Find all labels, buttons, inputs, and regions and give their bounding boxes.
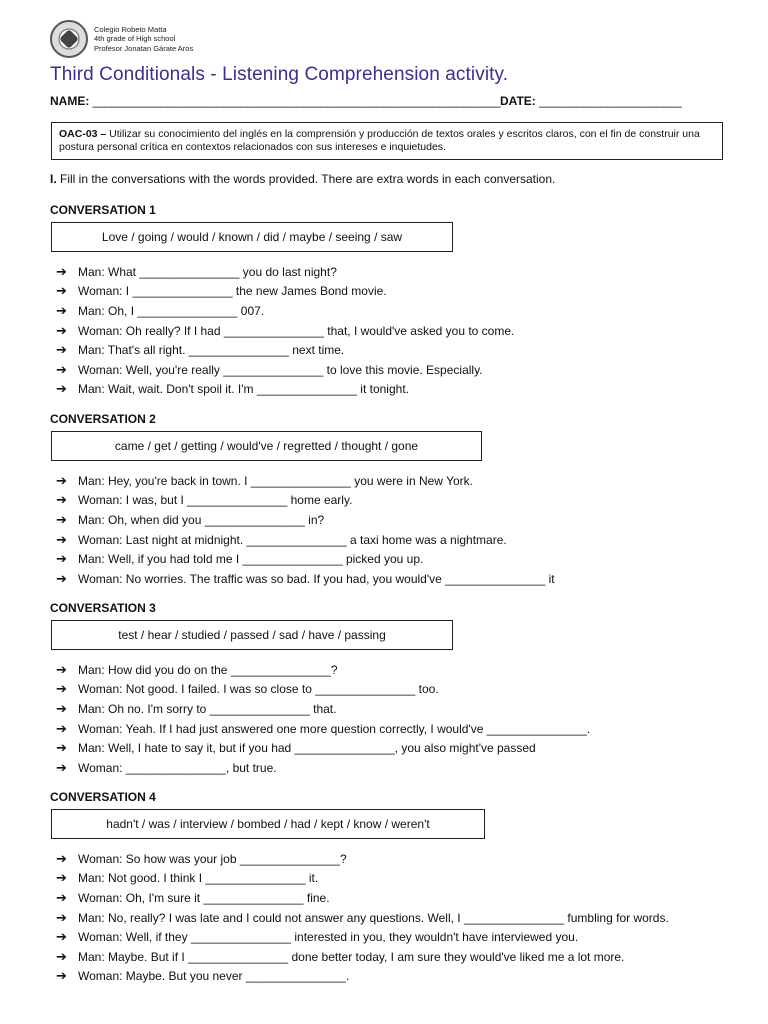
dialogue-line: ➔ Man: Wait, wait. Don't spoil it. I'm _______________ it tonight. <box>56 381 409 397</box>
arrow-icon: ➔ <box>56 381 67 397</box>
dialogue-line: ➔ Man: How did you do on the _______________? <box>56 661 338 677</box>
date-blank: _______________________ <box>539 94 682 108</box>
arrow-icon: ➔ <box>56 551 67 567</box>
dialogue-line: ➔ Man: What _______________ you do last night? <box>56 263 337 279</box>
instruction-text: Fill in the conversations with the words provided. There are extra words in each conversation. <box>56 172 556 186</box>
arrow-icon: ➔ <box>56 909 67 925</box>
instruction <box>50 172 555 186</box>
arrow-icon: ➔ <box>56 661 67 677</box>
arrow-icon: ➔ <box>56 263 67 279</box>
dialogue-line: ➔ Man: Oh, I _______________ 007. <box>56 302 265 318</box>
conversation-1-word-bank: Love / going / would / known / did / maybe / seeing / saw <box>51 222 453 252</box>
name-blank: __________________________________________________________________ <box>92 94 501 108</box>
dialogue-line: ➔ Woman: Not good. I failed. I was so close to _______________ too. <box>56 681 439 697</box>
arrow-icon: ➔ <box>56 870 67 886</box>
teacher-name: Profesor Jonatan Gárate Aros <box>94 43 194 53</box>
dialogue-line: ➔ Woman: Maybe. But you never _______________. <box>56 968 350 984</box>
arrow-icon: ➔ <box>56 570 67 586</box>
conversation-1-title: CONVERSATION 1 <box>50 203 156 217</box>
dialogue-line: ➔ Man: Hey, you're back in town. I _______________ you were in New York. <box>56 472 473 488</box>
dialogue-line: ➔ Woman: So how was your job _______________? <box>56 850 347 866</box>
arrow-icon: ➔ <box>56 850 67 866</box>
dialogue-line: ➔ Woman: Oh really? If I had _______________ that, I would've asked you to come. <box>56 322 515 338</box>
arrow-icon: ➔ <box>56 531 67 547</box>
conversation-2-lines <box>56 471 555 589</box>
oac-code: OAC-03 – <box>59 128 107 140</box>
arrow-icon: ➔ <box>56 361 67 377</box>
dialogue-line: ➔ Man: Oh no. I'm sorry to _______________ that. <box>56 700 337 716</box>
arrow-icon: ➔ <box>56 283 67 299</box>
page-title: Third Conditionals - Listening Comprehension activity. <box>50 64 509 85</box>
dialogue-line: ➔ Woman: Yeah. If I had just answered one more question correctly, I would've _______________. <box>56 720 591 736</box>
arrow-icon: ➔ <box>56 681 67 697</box>
instruction-number: I. <box>50 172 57 186</box>
name-date-bar <box>50 94 730 108</box>
conversation-2-word-bank: came / get / getting / would've / regretted / thought / gone <box>51 431 482 461</box>
school-info <box>94 25 193 54</box>
conversation-2-title: CONVERSATION 2 <box>50 412 156 426</box>
dialogue-line: ➔ Woman: No worries. The traffic was so bad. If you had, you would've _______________ it <box>56 570 555 586</box>
arrow-icon: ➔ <box>56 472 67 488</box>
arrow-icon: ➔ <box>56 322 67 338</box>
conversation-1-lines <box>56 262 514 399</box>
dialogue-line: ➔ Man: That's all right. _______________ next time. <box>56 342 345 358</box>
dialogue-line: ➔ Woman: _______________, but true. <box>56 759 277 775</box>
dialogue-line: ➔ Man: Not good. I think I _______________ it. <box>56 870 319 886</box>
dialogue-line: ➔ Man: Oh, when did you _______________ in? <box>56 511 325 527</box>
arrow-icon: ➔ <box>56 700 67 716</box>
arrow-icon: ➔ <box>56 492 67 508</box>
dialogue-line: ➔ Woman: Well, you're really _______________ to love this movie. Especially. <box>56 361 483 377</box>
date-label: DATE: <box>500 94 536 108</box>
arrow-icon: ➔ <box>56 759 67 775</box>
dialogue-line: ➔ Woman: Oh, I'm sure it _______________ fine. <box>56 889 330 905</box>
conversation-3-lines <box>56 660 590 778</box>
school-name: Colegio Robeto Matta <box>94 24 167 34</box>
arrow-icon: ➔ <box>56 302 67 318</box>
oac-objective-box <box>51 122 723 160</box>
arrow-icon: ➔ <box>56 968 67 984</box>
date-group <box>500 94 681 108</box>
school-grade: 4th grade of High school <box>94 34 176 44</box>
arrow-icon: ➔ <box>56 342 67 358</box>
arrow-icon: ➔ <box>56 720 67 736</box>
conversation-4-lines <box>56 849 669 986</box>
arrow-icon: ➔ <box>56 740 67 756</box>
conversation-4-word-bank: hadn't / was / interview / bombed / had / kept / know / weren't <box>51 809 485 839</box>
dialogue-line: ➔ Man: Maybe. But if I _______________ done better today, I am sure they would've liked me a lot more. <box>56 948 625 964</box>
dialogue-line: ➔ Woman: I was, but I _______________ home early. <box>56 492 353 508</box>
dialogue-line: ➔ Man: Well, I hate to say it, but if you had _______________, you also might've passed <box>56 740 536 756</box>
name-label: NAME: <box>50 94 90 108</box>
arrow-icon: ➔ <box>56 511 67 527</box>
dialogue-line: ➔ Woman: Last night at midnight. _______________ a taxi home was a nightmare. <box>56 531 507 547</box>
arrow-icon: ➔ <box>56 929 67 945</box>
conversation-3-word-bank: test / hear / studied / passed / sad / have / passing <box>51 620 453 650</box>
conversation-4-title: CONVERSATION 4 <box>50 790 156 804</box>
arrow-icon: ➔ <box>56 889 67 905</box>
dialogue-line: ➔ Woman: Well, if they _______________ interested in you, they wouldn't have interviewed you. <box>56 929 579 945</box>
arrow-icon: ➔ <box>56 948 67 964</box>
dialogue-line: ➔ Man: No, really? I was late and I could not answer any questions. Well, I _______________ fumbling for words. <box>56 909 669 925</box>
school-crest-icon <box>50 20 88 58</box>
oac-text: Utilizar su conocimiento del inglés en la comprensión y producción de textos orales y escritos claros, con el fin de construir una postura personal crítica en contextos relacionados con sus intereses e inquietudes. <box>59 128 700 153</box>
dialogue-line: ➔ Man: Well, if you had told me I _______________ picked you up. <box>56 551 424 567</box>
dialogue-line: ➔ Woman: I _______________ the new James Bond movie. <box>56 283 387 299</box>
conversation-3-title: CONVERSATION 3 <box>50 601 156 615</box>
header <box>50 20 193 58</box>
